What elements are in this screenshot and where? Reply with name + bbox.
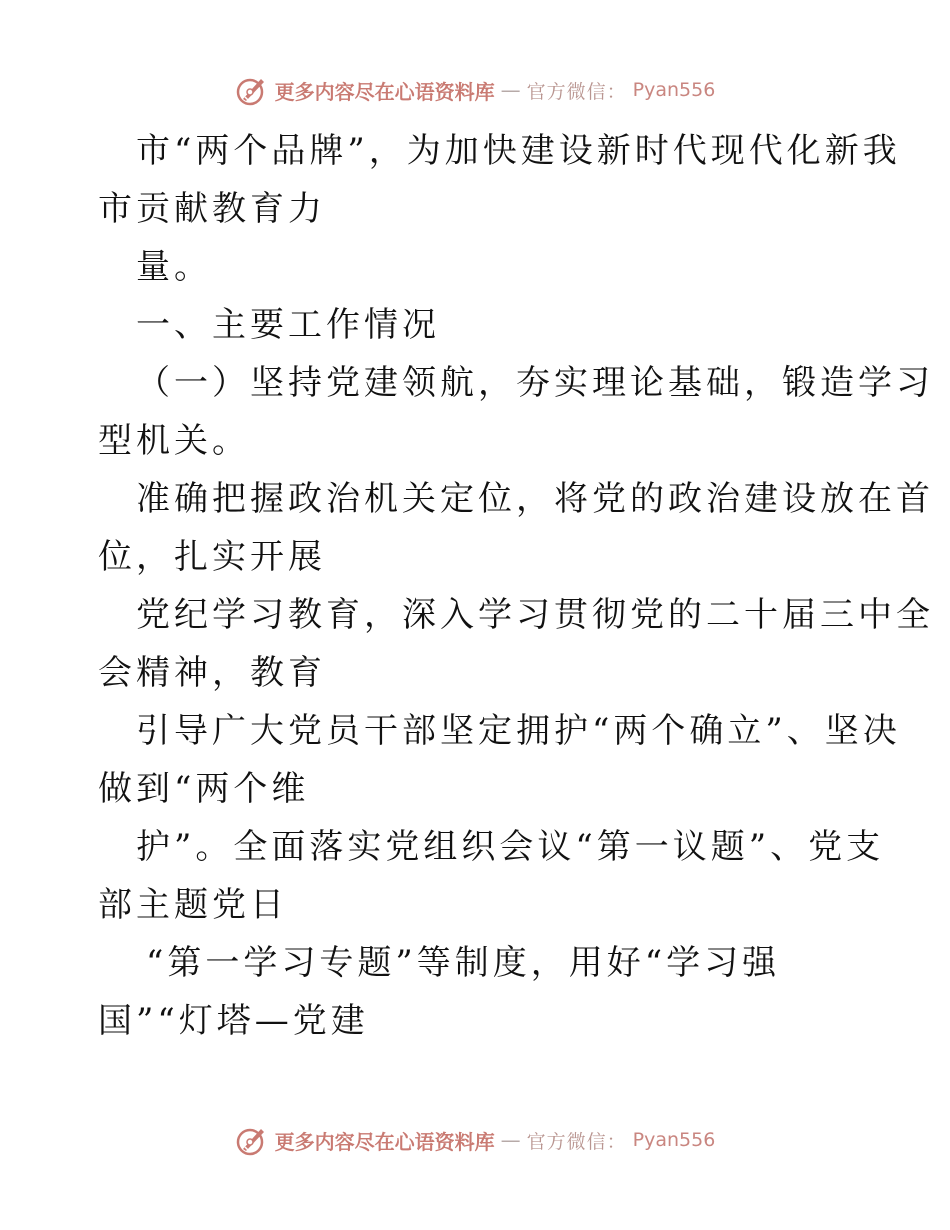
watermark-brand: 更多内容尽在心语资料库	[274, 79, 495, 104]
watermark-label: 官方微信：	[526, 80, 627, 103]
text-line: 市“两个品牌”，为加快建设新时代现代化新我	[136, 131, 901, 171]
text-line: 型机关。	[98, 421, 250, 461]
text-line: 市贡献教育力	[98, 189, 326, 229]
quill-pen-seal-icon	[235, 73, 269, 107]
watermark-brand: 更多内容尽在心语资料库	[274, 1129, 495, 1154]
text-line: 做到“两个维	[98, 769, 310, 809]
text-line: 引导广大党员干部坚定拥护“两个确立”、坚决	[136, 711, 901, 751]
watermark-id: Pyan556	[632, 79, 716, 101]
section-heading: 一、主要工作情况	[136, 305, 440, 345]
quill-pen-seal-icon	[235, 1123, 269, 1157]
header-watermark	[0, 70, 950, 110]
text-line: 部主题党日	[98, 885, 288, 925]
watermark-separator: —	[500, 1128, 521, 1152]
watermark-label: 官方微信：	[526, 1130, 627, 1153]
text-line: 护”。全面落实党组织会议“第一议题”、党支	[136, 827, 885, 867]
text-line: 会精神，教育	[98, 653, 326, 693]
text-line: 党纪学习教育，深入学习贯彻党的二十届三中全	[136, 595, 934, 635]
watermark-separator: —	[500, 78, 521, 102]
text-line: 准确把握政治机关定位，将党的政治建设放在首	[136, 479, 934, 519]
subsection-heading: （一）坚持党建领航，夯实理论基础，锻造学习	[136, 363, 934, 403]
document-body	[98, 122, 934, 1050]
text-line: 量。	[136, 247, 212, 287]
watermark-id: Pyan556	[632, 1129, 716, 1151]
text-line: 国”“灯塔—党建	[98, 1001, 369, 1041]
text-line: “第一学习专题”等制度，用好“学习强	[146, 943, 781, 983]
footer-watermark	[0, 1120, 950, 1160]
text-line: 位，扎实开展	[98, 537, 326, 577]
